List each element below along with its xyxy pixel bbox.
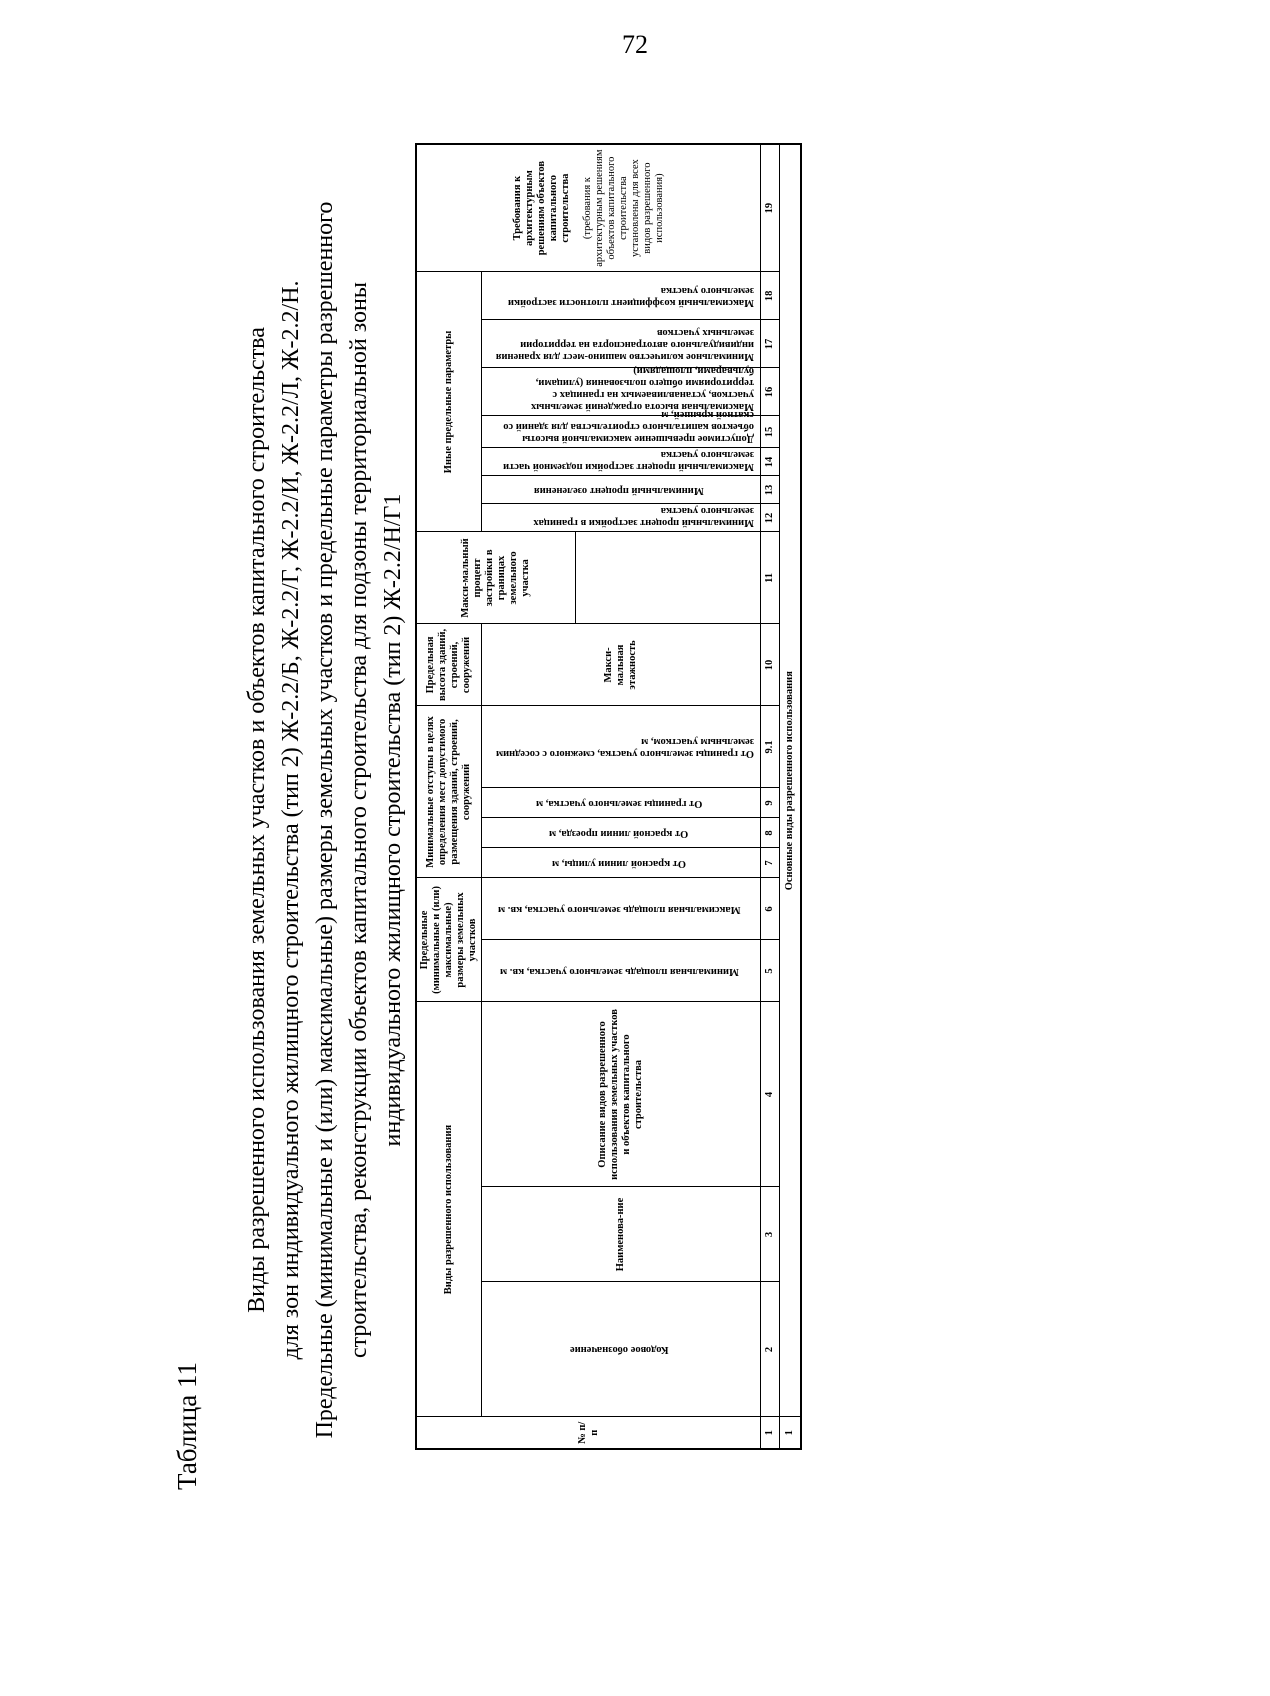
header-setbacks-group: Минимальные отступы в целях определения мест допустимого размещения зданий, строений, сооружений <box>416 706 482 878</box>
header-min-green: Минимальный процент озеленения <box>482 476 761 504</box>
header-density: Максимальный коэффициент плотности застройки земельного участка <box>482 272 761 320</box>
column-number: 16 <box>761 368 780 416</box>
header-max-coverage-cont <box>576 532 761 624</box>
arch-title: Требования к архитектурным решениям объектов капитального строительства <box>511 160 571 256</box>
column-number: 14 <box>761 448 780 476</box>
title-line-3: Предельные (минимальные и (или) максимальные) размеры земельных участков и предельные параметры разрешенного <box>312 201 338 1439</box>
header-name: Наименова-ние <box>482 1187 761 1282</box>
title-line-4: строительства, реконструкции объектов капитального строительства для подзоны территориальной зоны <box>346 282 372 1359</box>
header-setback-street: От красной линии улицы, м <box>482 848 761 878</box>
parameters-table <box>415 143 802 1450</box>
header-description: Описание видов разрешенного использования земельных участков и объектов капитального строительства <box>482 1002 761 1187</box>
column-number: 13 <box>761 476 780 504</box>
document-title <box>240 160 410 1480</box>
section-row-num: 1 <box>780 1417 802 1449</box>
header-plot-size-group: Предельные (минимальные и (или) максимальные) размеры земельных участков <box>416 878 482 1002</box>
header-row-1 <box>416 144 482 1449</box>
column-number: 9.1 <box>761 706 780 788</box>
column-number: 19 <box>761 144 780 272</box>
column-number: 3 <box>761 1187 780 1282</box>
column-number: 12 <box>761 504 780 532</box>
column-number: 6 <box>761 878 780 940</box>
header-height-excess: Допустимое превышение максимальной высоты объектов капитального строительства для зданий со скатной крышей, м <box>482 416 761 448</box>
header-setback-passage: От красной линии проезда, м <box>482 818 761 848</box>
rotated-page-content <box>150 149 1050 1510</box>
column-number: 9 <box>761 788 780 818</box>
title-line-2: для зон индивидуального жилищного строительства (тип 2) Ж-2.2/Б, Ж-2.2/Г, Ж-2.2/И, Ж-2.2/Л, Ж-2.2/Н. <box>278 280 304 1360</box>
column-number: 18 <box>761 272 780 320</box>
header-min-coverage: Минимальный процент застройки в границах земельного участка <box>482 504 761 532</box>
column-number: 4 <box>761 1002 780 1187</box>
column-number: 8 <box>761 818 780 848</box>
column-number: 17 <box>761 320 780 368</box>
column-number: 15 <box>761 416 780 448</box>
header-height-group: Предельная высота зданий, строений, сооружений <box>416 624 482 706</box>
title-line-5: индивидуального жилищного строительства (тип 2) Ж-2.2/Н/Г1 <box>380 493 406 1147</box>
header-num: № п/п <box>416 1417 761 1449</box>
title-line-1: Виды разрешенного использования земельных участков и объектов капитального строительства <box>244 327 270 1313</box>
header-max-underground: Максимальный процент застройки подземной части земельного участка <box>482 448 761 476</box>
header-min-area: Минимальная площадь земельного участка, кв. м <box>482 940 761 1002</box>
header-row-2 <box>482 144 576 1449</box>
column-number: 10 <box>761 624 780 706</box>
column-number: 2 <box>761 1282 780 1417</box>
header-code: Кодовое обозначение <box>482 1282 761 1417</box>
header-setback-adjacent: От границы земельного участка, смежного с соседним земельным участком, м <box>482 706 761 788</box>
header-max-floors: Макси-мальная этажность <box>482 624 761 706</box>
table-label: Таблица 11 <box>172 1362 202 1490</box>
header-max-coverage: Макси-мальный процент застройки в границах земельного участка <box>416 532 576 624</box>
arch-note: (требования к архитектурным решениям объектов капитального строительства установлены для всех видов разрешенного использования) <box>581 149 665 267</box>
header-types-group: Виды разрешенного использования <box>416 1002 482 1417</box>
column-number: 7 <box>761 848 780 878</box>
column-number: 5 <box>761 940 780 1002</box>
column-numbers-row <box>761 144 780 1449</box>
section-row-label: Основные виды разрешенного использования <box>780 144 802 1417</box>
header-setback-border: От границы земельного участка, м <box>482 788 761 818</box>
header-max-area: Максимальная площадь земельного участка, кв. м <box>482 878 761 940</box>
column-number: 11 <box>761 532 780 624</box>
column-number: 1 <box>761 1417 780 1449</box>
header-arch-requirements <box>416 144 761 272</box>
section-row <box>780 144 802 1449</box>
header-fence-height: Максимальная высота ограждений земельных участков, устанавливаемых на границах с территориями общего пользования (улицами, бульварами, площадями) <box>482 368 761 416</box>
page-number: 72 <box>622 30 648 59</box>
header-other-group: Иные предельные параметры <box>416 272 482 532</box>
header-parking: Минимальное количество машино-мест для хранения индивидуального автотранспорта на территории земельных участков <box>482 320 761 368</box>
